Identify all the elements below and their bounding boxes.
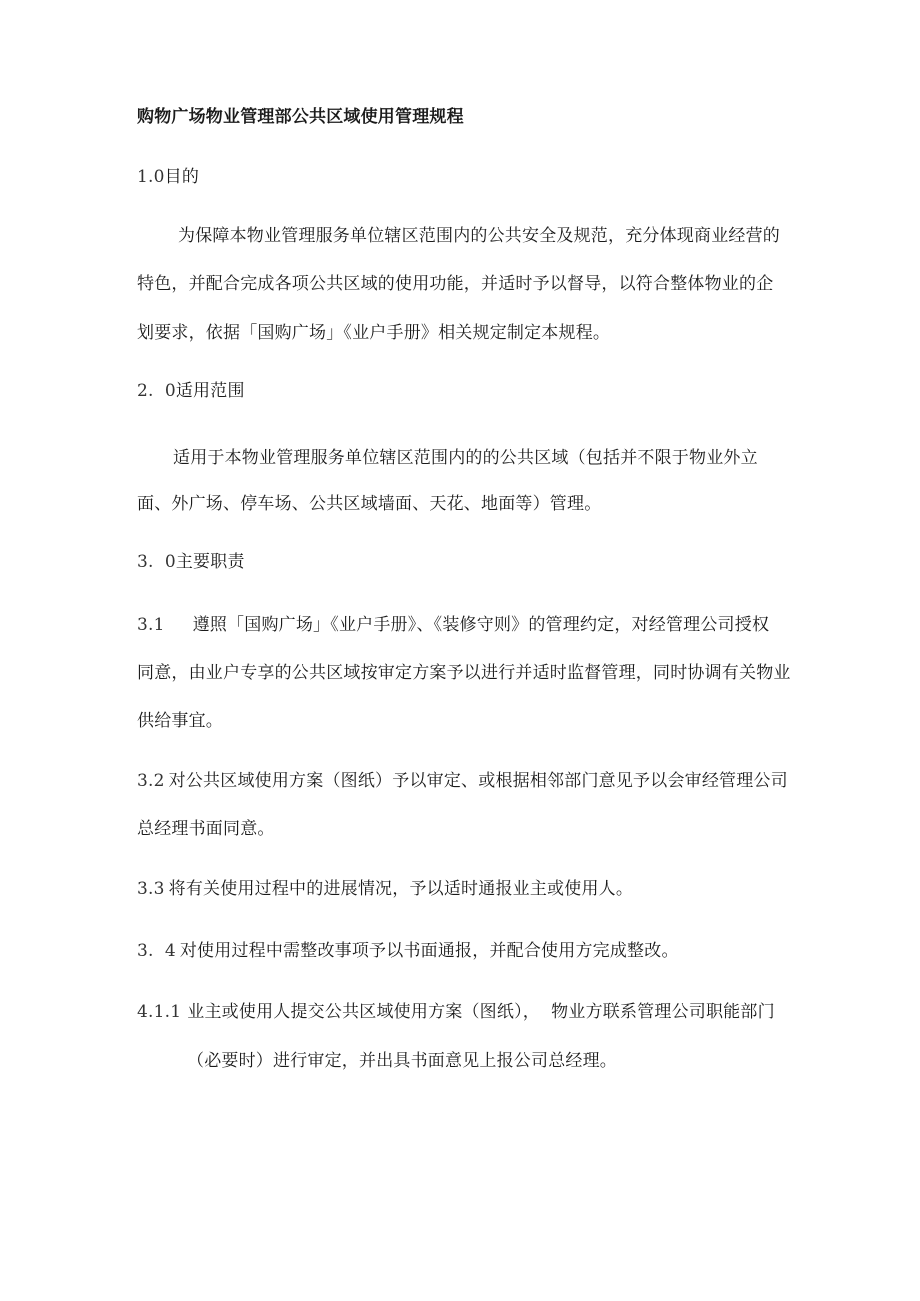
item-3-2-text-1: 对公共区域使用方案（图纸）予以审定、或根据相邻部门意见予以会审经管理公司: [168, 771, 788, 791]
section-2-number: 2. 0: [137, 381, 176, 401]
item-3-1-text-1: 遵照「国购广场」《业户手册》、《装修守则》的管理约定，对经管理公司授权: [192, 615, 770, 635]
section-1-paragraph-line-2: 特色，并配合完成各项公共区域的使用功能，并适时予以督导，以符合整体物业的企: [137, 274, 774, 294]
item-3-3-number: 3.3: [137, 879, 165, 899]
item-3-1-line-3: 供给事宜。: [137, 711, 223, 731]
section-1-number: 1.0: [137, 167, 165, 187]
item-4-1-1-number: 4.1.1: [137, 1002, 182, 1022]
item-3-4-number: 3. 4: [137, 941, 176, 961]
item-3-2-number: 3.2: [137, 771, 165, 791]
section-1-heading: [137, 166, 199, 188]
item-4-1-1-line-1: [137, 1001, 775, 1023]
item-3-3-text-1: 将有关使用过程中的进展情况，予以适时通报业主或使用人。: [168, 879, 634, 899]
item-3-4-text-1: 对使用过程中需整改事项予以书面通报，并配合使用方完成整改。: [179, 941, 679, 961]
item-3-2-line-2: 总经理书面同意。: [137, 819, 275, 839]
section-2-title: 适用范围: [175, 381, 245, 401]
section-3-number: 3. 0: [137, 552, 176, 572]
item-4-1-1-line-2: （必要时）进行审定，并出具书面意见上报公司总经理。: [187, 1051, 617, 1071]
item-3-1-line-1: [137, 614, 769, 636]
section-1-paragraph-line-1: 为保障本物业管理服务单位辖区范围内的公共安全及规范，充分体现商业经营的: [178, 226, 780, 246]
item-3-1-number: 3.1: [137, 615, 165, 635]
document-title: 购物广场物业管理部公共区域使用管理规程: [137, 107, 464, 127]
section-1-paragraph-line-3: 划要求，依据「国购广场」《业户手册》相关规定制定本规程。: [137, 323, 611, 343]
item-3-1-line-2: 同意，由业户专享的公共区域按审定方案予以进行并适时监督管理，同时协调有关物业: [137, 663, 791, 683]
section-2-paragraph-line-2: 面、外广场、停车场、公共区域墙面、天花、地面等）管理。: [137, 494, 602, 514]
section-2-paragraph-line-1: 适用于本物业管理服务单位辖区范围内的的公共区域（包括并不限于物业外立: [173, 448, 758, 468]
item-3-4-line-1: [137, 940, 679, 962]
item-4-1-1-text-1: 业主或使用人提交公共区域使用方案（图纸）， 物业方联系管理公司职能部门: [187, 1002, 775, 1022]
item-3-2-line-1: [137, 770, 788, 792]
item-3-3-line-1: [137, 878, 633, 900]
section-1-title: 目的: [164, 167, 200, 187]
section-3-title: 主要职责: [175, 552, 245, 572]
section-3-heading: [137, 551, 245, 573]
section-2-heading: [137, 380, 245, 402]
